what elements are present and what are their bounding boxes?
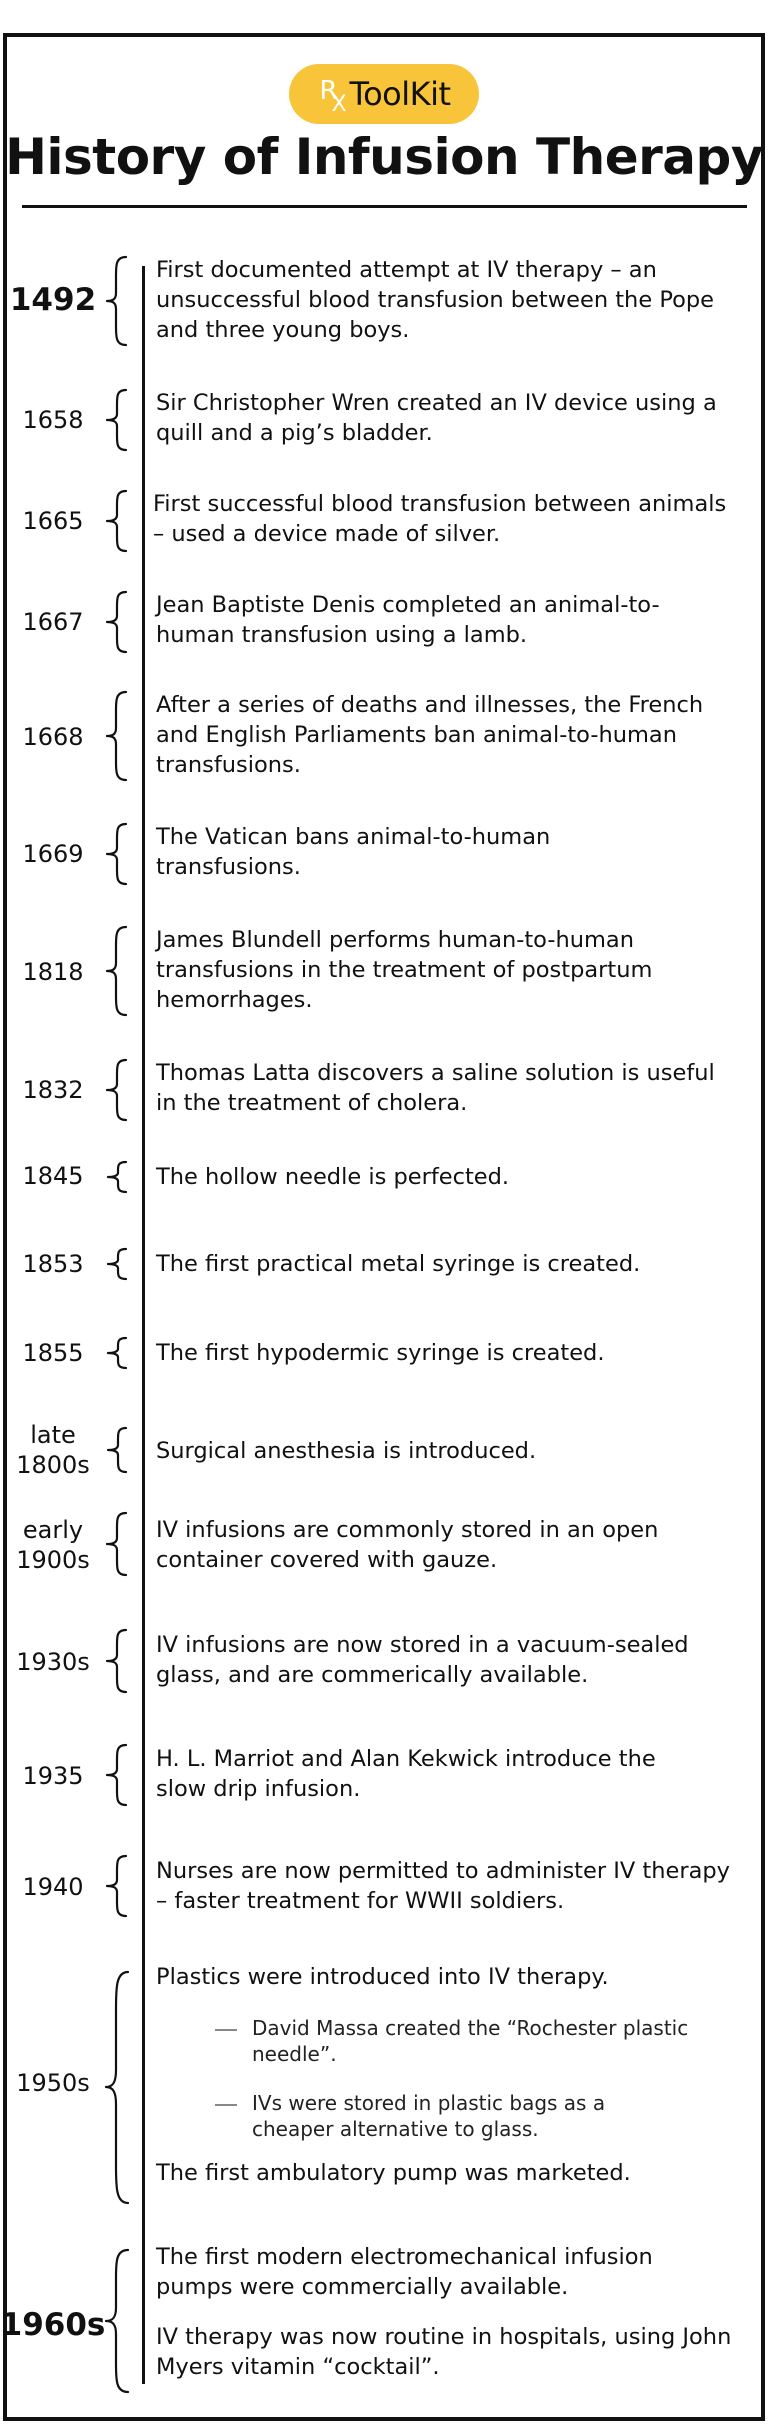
timeline-year: 1818 [22,958,84,986]
brace-icon [104,690,132,782]
timeline-text: Nurses are now permitted to administer IV therapy – faster treatment for WWII soldiers. [156,1858,730,1914]
bullet-dash [215,2029,237,2031]
timeline-year: early 1900s [16,1516,90,1574]
brace-icon [104,822,132,886]
timeline-text: IV infusions are now stored in a vacuum-sealed glass, and are commerically available. [156,1632,689,1688]
timeline-text: First documented attempt at IV therapy – an unsuccessful blood transfusion between the Pope and three young boys. [156,257,714,343]
timeline-text: The hollow needle is perfected. [156,1164,510,1190]
timeline-text: Thomas Latta discovers a saline solution is useful in the treatment of cholera. [156,1060,715,1116]
timeline-year: 1669 [22,840,84,868]
brace-icon [104,1058,132,1122]
timeline-year: 1665 [22,507,84,535]
brace-icon [104,255,132,347]
timeline-year: 1950s [16,2069,90,2097]
timeline-text: Jean Baptiste Denis completed an animal-to-human transfusion using a lamb. [156,592,660,648]
timeline-text: IV therapy was now routine in hospitals, using John Myers vitamin “cocktail”. [156,2324,732,2380]
brace-icon [104,2248,132,2394]
brace-icon [104,1854,132,1918]
timeline-year: 1940 [22,1873,84,1901]
brace-icon [104,1247,132,1281]
timeline-year: 1667 [22,608,84,636]
timeline-text: The first modern electromechanical infusion pumps were commercially available. [156,2244,653,2300]
timeline-year: late 1800s [16,1421,90,1479]
timeline-year: 1658 [22,406,84,434]
timeline-text: Sir Christopher Wren created an IV device using a quill and a pig’s bladder. [156,390,717,446]
brace-icon [104,388,132,452]
timeline-text: James Blundell performs human-to-human transfusions in the treatment of postpartum hemorrhages. [156,927,653,1013]
brace-icon [104,1970,132,2205]
timeline-year: 1853 [22,1250,84,1278]
timeline-text: The first ambulatory pump was marketed. [156,2160,631,2186]
timeline-year: 1855 [22,1339,84,1367]
timeline-text: IV infusions are commonly stored in an open container covered with gauze. [156,1517,659,1573]
rx-toolkit-logo [289,64,479,124]
page-title: History of Infusion Therapy [5,128,763,186]
brace-icon [104,1426,132,1474]
timeline-year: 1845 [22,1162,84,1190]
timeline-year: 1832 [22,1076,84,1104]
title-divider [22,205,747,208]
timeline-text: The Vatican bans animal-to-human transfusions. [156,824,551,880]
timeline-year: 1935 [22,1762,84,1790]
bullet-dash [215,2104,237,2106]
brand-name: ToolKit [349,75,451,113]
brace-icon [104,1628,132,1694]
timeline-text: H. L. Marriot and Alan Kekwick introduce the slow drip infusion. [156,1746,656,1802]
timeline-text: Plastics were introduced into IV therapy. [156,1964,609,1990]
rx-logo-icon: R X [319,76,347,117]
timeline-year: 1930s [16,1648,90,1676]
timeline-year: 1960s [0,2307,106,2343]
brace-icon [104,1743,132,1807]
timeline-line [142,266,145,2384]
timeline-subitem: IVs were stored in plastic bags as a cheaper alternative to glass. [252,2091,606,2141]
timeline-year: 1492 [9,282,97,318]
brace-icon [104,1160,132,1194]
brace-icon [104,489,132,553]
timeline-text: The first practical metal syringe is created. [156,1251,641,1277]
timeline-year: 1668 [22,723,84,751]
timeline-text: Surgical anesthesia is introduced. [156,1438,537,1464]
brace-icon [104,1336,132,1370]
timeline-text: The first hypodermic syringe is created. [156,1340,605,1366]
brace-icon [104,1511,132,1577]
timeline-subitem: David Massa created the “Rochester plastic needle”. [252,2016,689,2066]
brace-icon [104,590,132,654]
brace-icon [104,925,132,1017]
timeline-text: First successful blood transfusion between animals – used a device made of silver. [153,491,727,547]
timeline-text: After a series of deaths and illnesses, the French and English Parliaments ban animal-to-human transfusions. [156,692,704,778]
